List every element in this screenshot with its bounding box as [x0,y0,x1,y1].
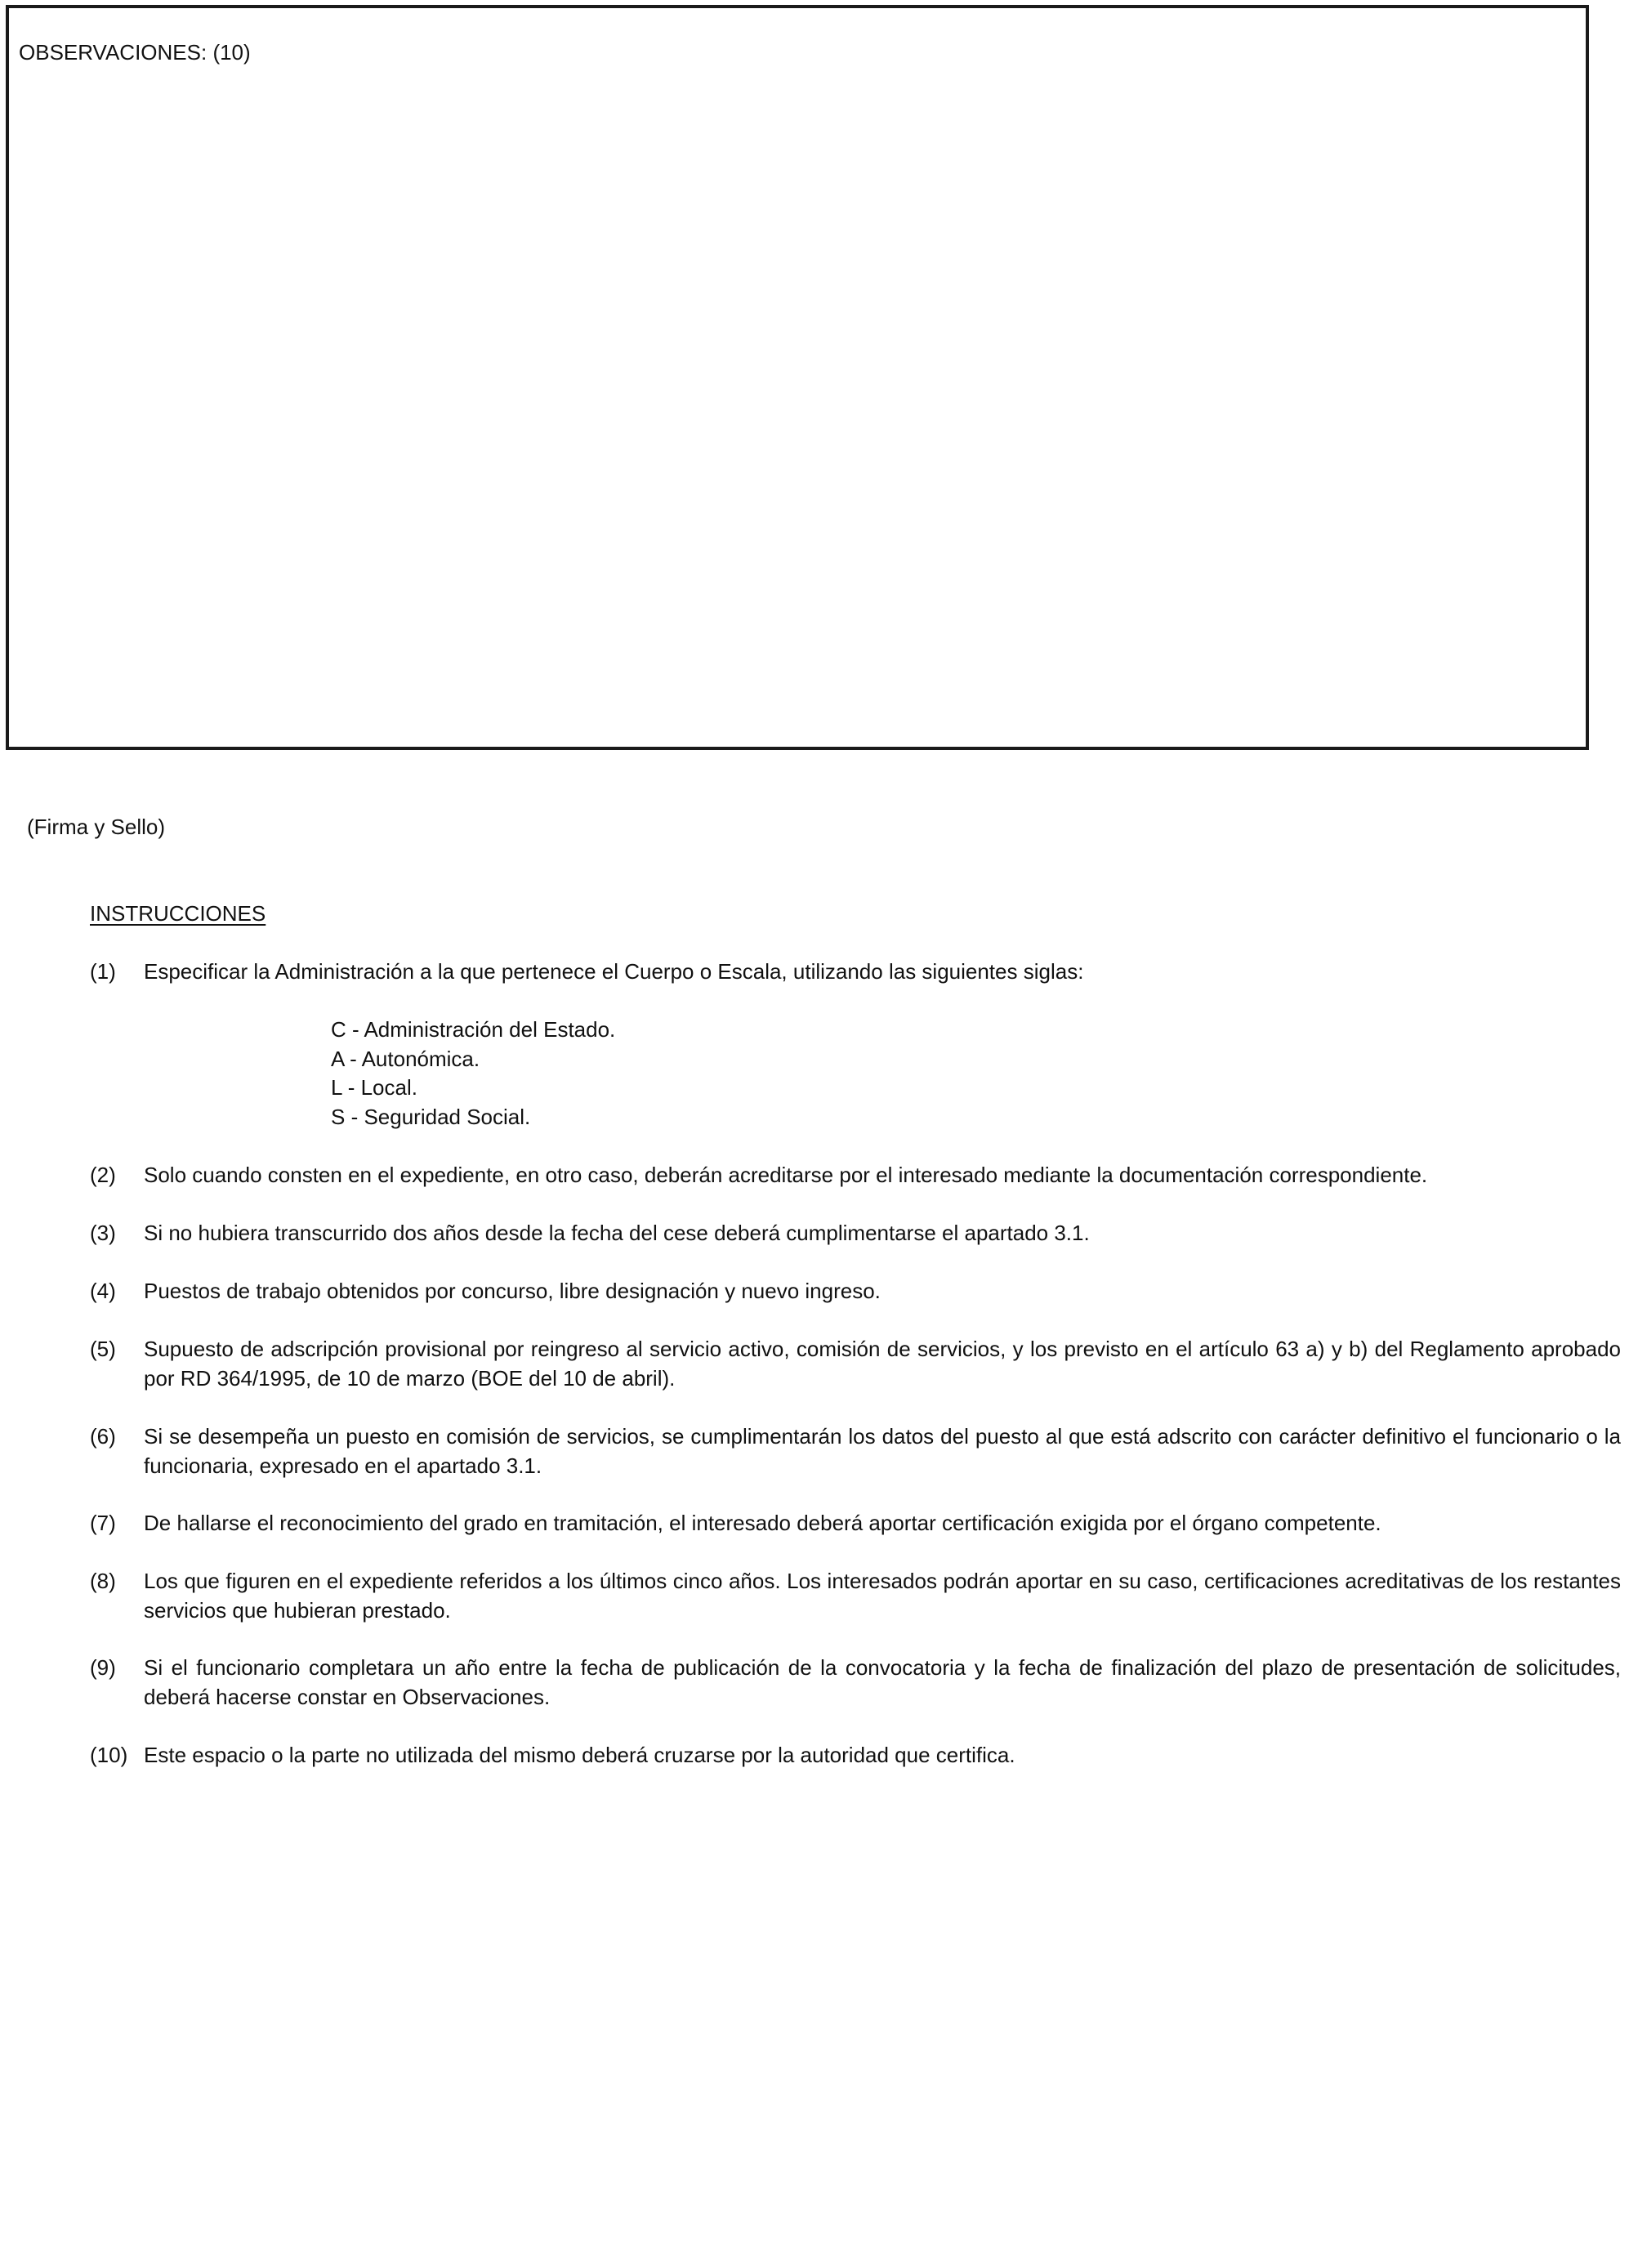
instruction-note-9 [90,1654,1621,1712]
note-number: (6) [90,1424,116,1449]
note-number: (4) [90,1279,116,1303]
instruction-note-2 [90,1161,1621,1190]
sigla-c: C - Administración del Estado. [331,1017,616,1042]
sigla-a: A - Autonómica. [331,1046,480,1071]
note-number: (9) [90,1655,116,1680]
sigla-s: S - Seguridad Social. [331,1104,531,1129]
note-text: Si se desempeña un puesto en comisión de servicios, se cumplimentarán los datos del puesto al que está adscrito con carácter definitivo el funcionario o la funcionaria, expresado en el apartado 3.1. [144,1424,1621,1478]
instruction-note-6 [90,1422,1621,1480]
instruction-note-8 [90,1567,1621,1625]
note-text: Los que figuren en el expediente referidos a los últimos cinco años. Los interesados podrán aportar en su caso, certificaciones acreditativas de los restantes servicios que hubieran prestado. [144,1569,1621,1623]
note-text: Solo cuando consten en el expediente, en otro caso, deberán acreditarse por el interesado mediante la documentación correspondiente. [144,1163,1428,1187]
note-text: De hallarse el reconocimiento del grado en tramitación, el interesado deberá aportar certificación exigida por el órgano competente. [144,1511,1381,1535]
instruction-note-5 [90,1335,1621,1393]
note-text: Especificar la Administración a la que pertenece el Cuerpo o Escala, utilizando las siguientes siglas: [144,959,1084,984]
note-text: Supuesto de adscripción provisional por reingreso al servicio activo, comisión de servicios, y los previsto en el artículo 63 a) y b) del Reglamento aprobado por RD 364/1995, de 10 de marzo (BOE del 10 de abril). [144,1337,1621,1391]
note-number: (3) [90,1221,116,1245]
observaciones-box[interactable] [6,5,1589,750]
instruction-note-10 [90,1741,1621,1770]
note-number: (1) [90,959,116,984]
note-number: (7) [90,1511,116,1535]
note-text: Puestos de trabajo obtenidos por concurso, libre designación y nuevo ingreso. [144,1279,881,1303]
note-text: Este espacio o la parte no utilizada del mismo deberá cruzarse por la autoridad que certifica. [144,1743,1015,1767]
instrucciones-heading: INSTRUCCIONES [90,901,266,926]
instruction-note-7 [90,1509,1621,1538]
sigla-l: L - Local. [331,1075,417,1100]
note-number: (5) [90,1337,116,1361]
instruction-note-4 [90,1277,1621,1306]
note-number: (8) [90,1569,116,1593]
note-number: (10) [90,1743,128,1767]
note-number: (2) [90,1163,116,1187]
siglas-list [331,1016,615,1132]
instruction-note-3 [90,1219,1621,1248]
firma-sello-label: (Firma y Sello) [27,815,166,839]
note-text: Si no hubiera transcurrido dos años desde la fecha del cese deberá cumplimentarse el apartado 3.1. [144,1221,1090,1245]
observaciones-label: OBSERVACIONES: (10) [19,40,251,65]
note-text: Si el funcionario completara un año entre la fecha de publicación de la convocatoria y la fecha de finalización del plazo de presentación de solicitudes, deberá hacerse constar en Observaciones. [144,1655,1621,1709]
instruction-note-1 [90,958,1621,987]
